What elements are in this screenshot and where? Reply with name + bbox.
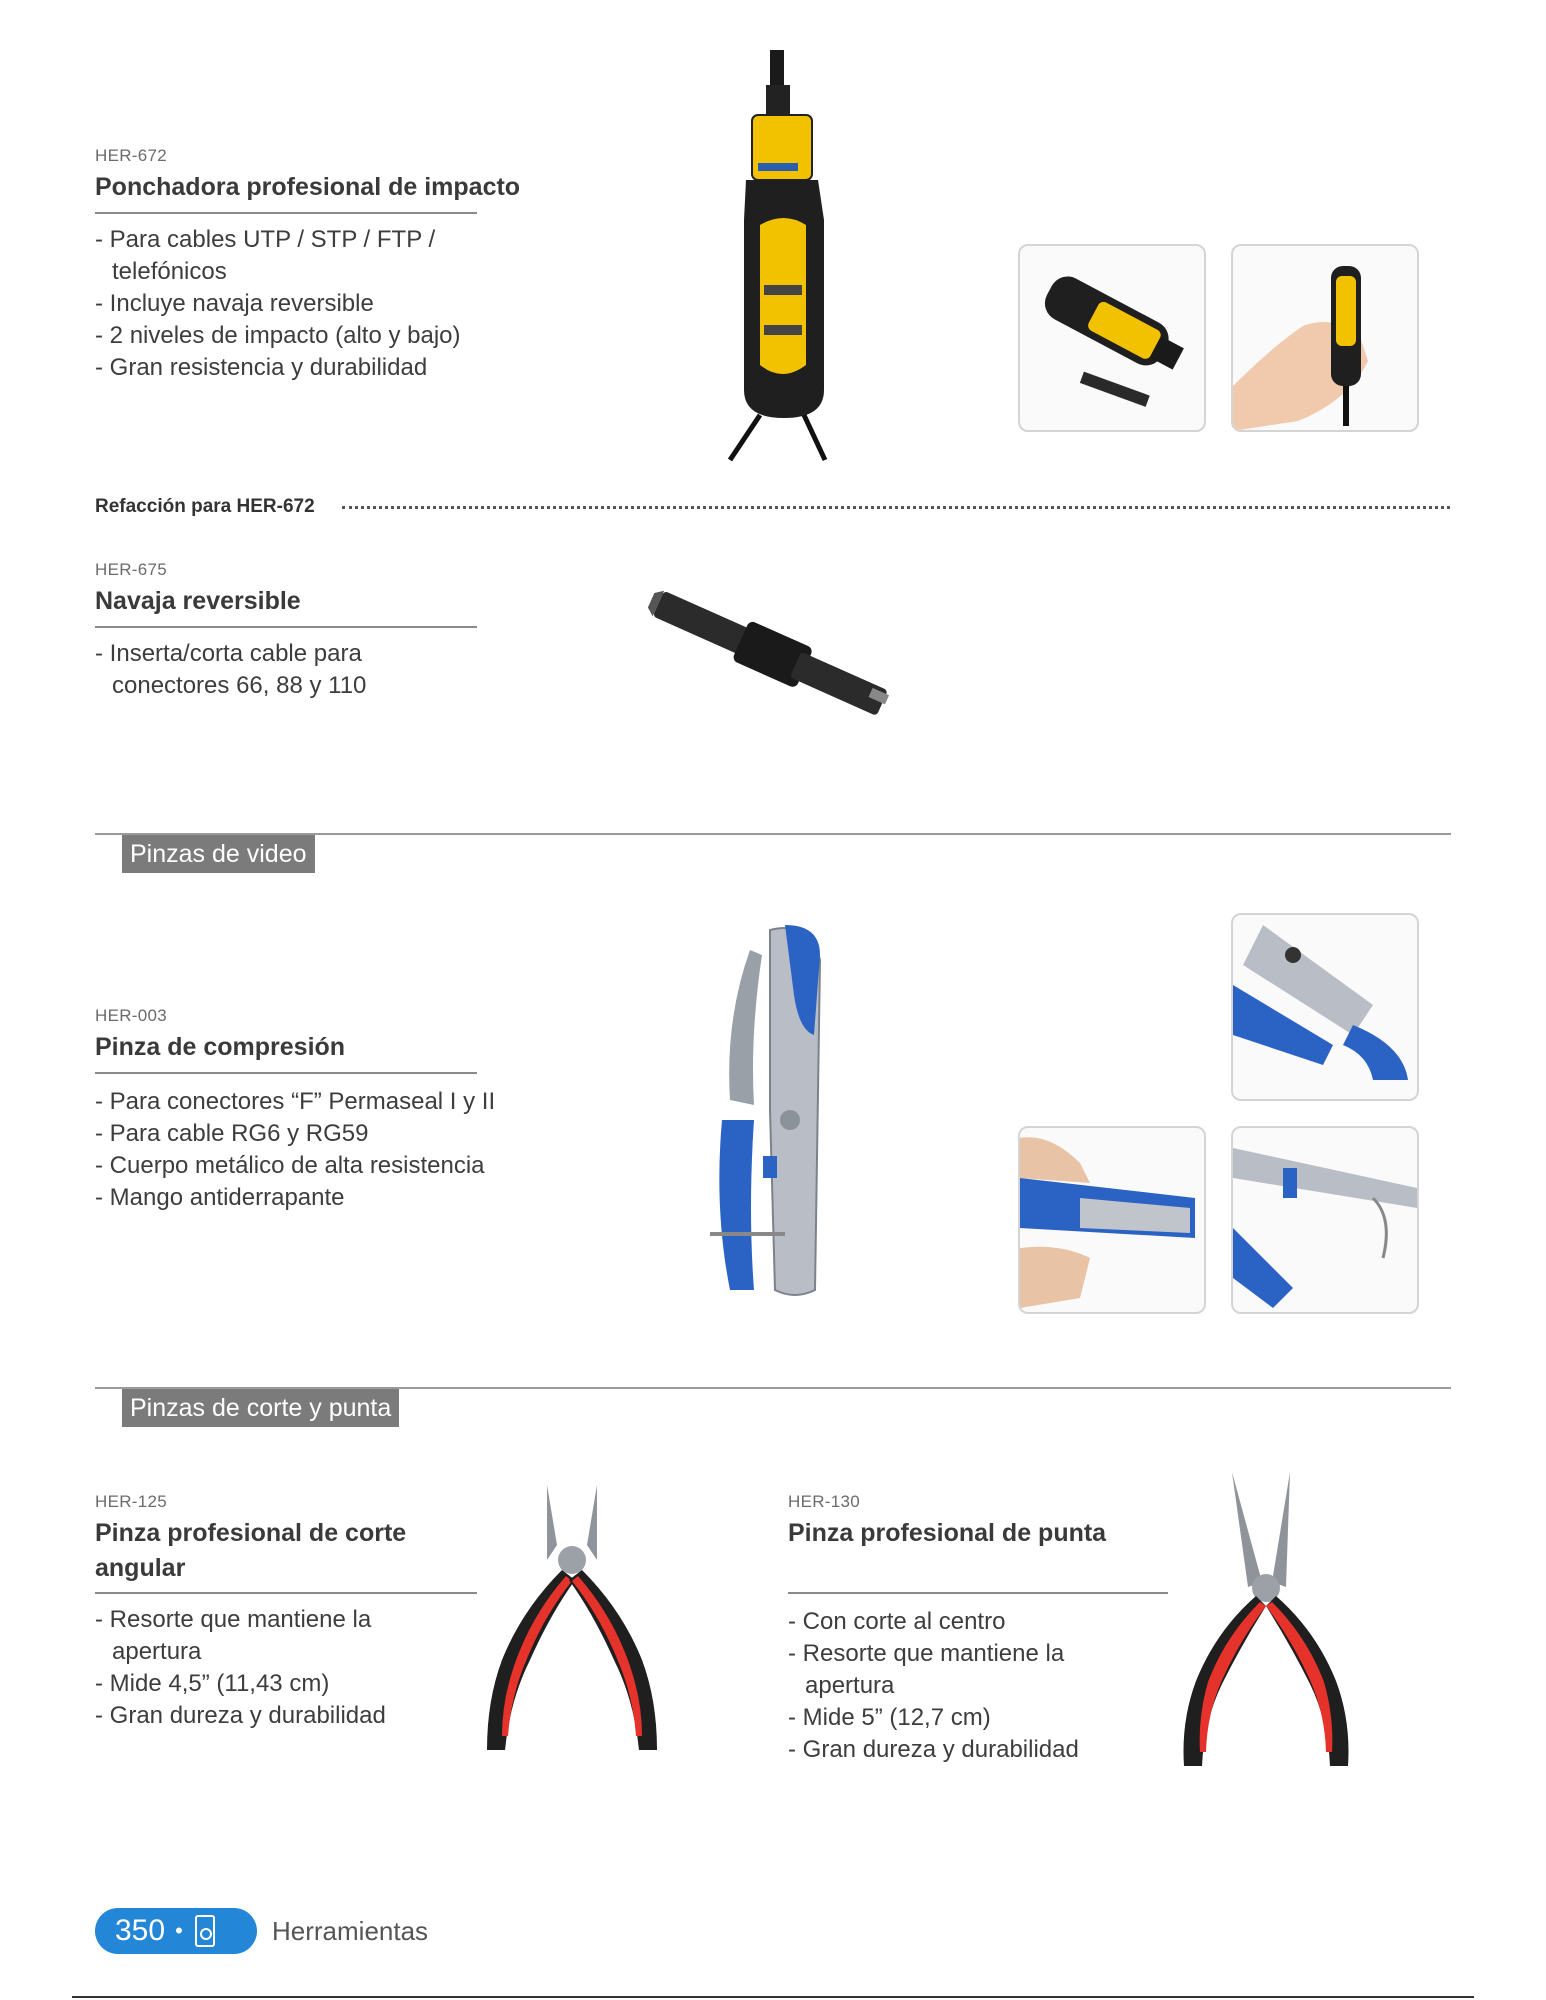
feature-item: - Para cables UTP / STP / FTP / telefónicos (95, 224, 495, 288)
punch-tool-angle-image (1020, 246, 1204, 430)
section-heading: Pinzas de video (122, 835, 315, 873)
punch-tool-in-hand-image (1233, 246, 1417, 430)
feature-item: - Inserta/corta cable para conectores 66, 88 y 110 (95, 638, 415, 702)
category-label: Herramientas (272, 1916, 429, 1946)
product-code: HER-672 (95, 146, 168, 165)
feature-list (95, 1086, 555, 1214)
reversible-blade-image (636, 578, 906, 738)
diagonal-cutter-image (462, 1480, 688, 1770)
feature-item: - Cuerpo metálico de alta resistencia (95, 1150, 555, 1182)
feature-list (788, 1606, 1128, 1766)
product-thumbnail (1231, 913, 1419, 1101)
compression-tool-detail-image (1233, 915, 1417, 1099)
dotted-leader (342, 506, 1450, 509)
spare-part-label: Refacción para HER-672 (95, 496, 315, 517)
product-title: Ponchadora profesional de impacto (95, 173, 521, 201)
footer-rule (72, 1996, 1474, 1998)
product-title: Pinza profesional de corte angular (95, 1519, 407, 1582)
product-code: HER-130 (788, 1492, 861, 1511)
product-code: HER-125 (95, 1492, 168, 1511)
book-icon (195, 1915, 215, 1947)
feature-item: - Incluye navaja reversible (95, 288, 495, 320)
product-code: HER-675 (95, 560, 168, 579)
title-divider (95, 626, 477, 628)
feature-item: - Resorte que mantiene la apertura (95, 1604, 435, 1668)
needle-nose-plier-image (1160, 1470, 1380, 1770)
feature-list (95, 1604, 435, 1732)
title-divider (95, 212, 477, 214)
product-code: HER-003 (95, 1006, 168, 1025)
title-divider (95, 1592, 477, 1594)
title-divider (788, 1592, 1168, 1594)
title-divider (95, 1072, 477, 1074)
product-title: Pinza de compresión (95, 1033, 346, 1061)
feature-list (95, 638, 415, 702)
feature-item: - Para cable RG6 y RG59 (95, 1118, 555, 1150)
compression-tool-in-hand-image (1020, 1128, 1204, 1312)
feature-item: - Con corte al centro (788, 1606, 1128, 1638)
compression-tool-jaw-image (1233, 1128, 1417, 1312)
feature-item: - Gran resistencia y durabilidad (95, 352, 495, 384)
feature-item: - Mango antiderrapante (95, 1182, 555, 1214)
punch-down-tool-image (700, 45, 870, 470)
feature-item: - Gran dureza y durabilidad (95, 1700, 435, 1732)
feature-item: - Mide 5” (12,7 cm) (788, 1702, 1128, 1734)
product-thumbnail (1018, 244, 1206, 432)
feature-item: - Para conectores “F” Permaseal I y II (95, 1086, 555, 1118)
feature-item: - Mide 4,5” (11,43 cm) (95, 1668, 435, 1700)
compression-tool-image (690, 920, 850, 1300)
section-heading: Pinzas de corte y punta (122, 1389, 399, 1427)
product-thumbnail (1231, 244, 1419, 432)
feature-item: - Resorte que mantiene la apertura (788, 1638, 1128, 1702)
page-number: 350 (115, 1914, 166, 1947)
feature-item: - 2 niveles de impacto (alto y bajo) (95, 320, 495, 352)
feature-item: - Gran dureza y durabilidad (788, 1734, 1128, 1766)
product-title: Pinza profesional de punta (788, 1519, 1107, 1547)
page-number-badge (95, 1908, 257, 1954)
product-thumbnail (1018, 1126, 1206, 1314)
separator-dot: • (175, 1918, 183, 1943)
product-title: Navaja reversible (95, 587, 301, 615)
feature-list (95, 224, 495, 384)
product-thumbnail (1231, 1126, 1419, 1314)
